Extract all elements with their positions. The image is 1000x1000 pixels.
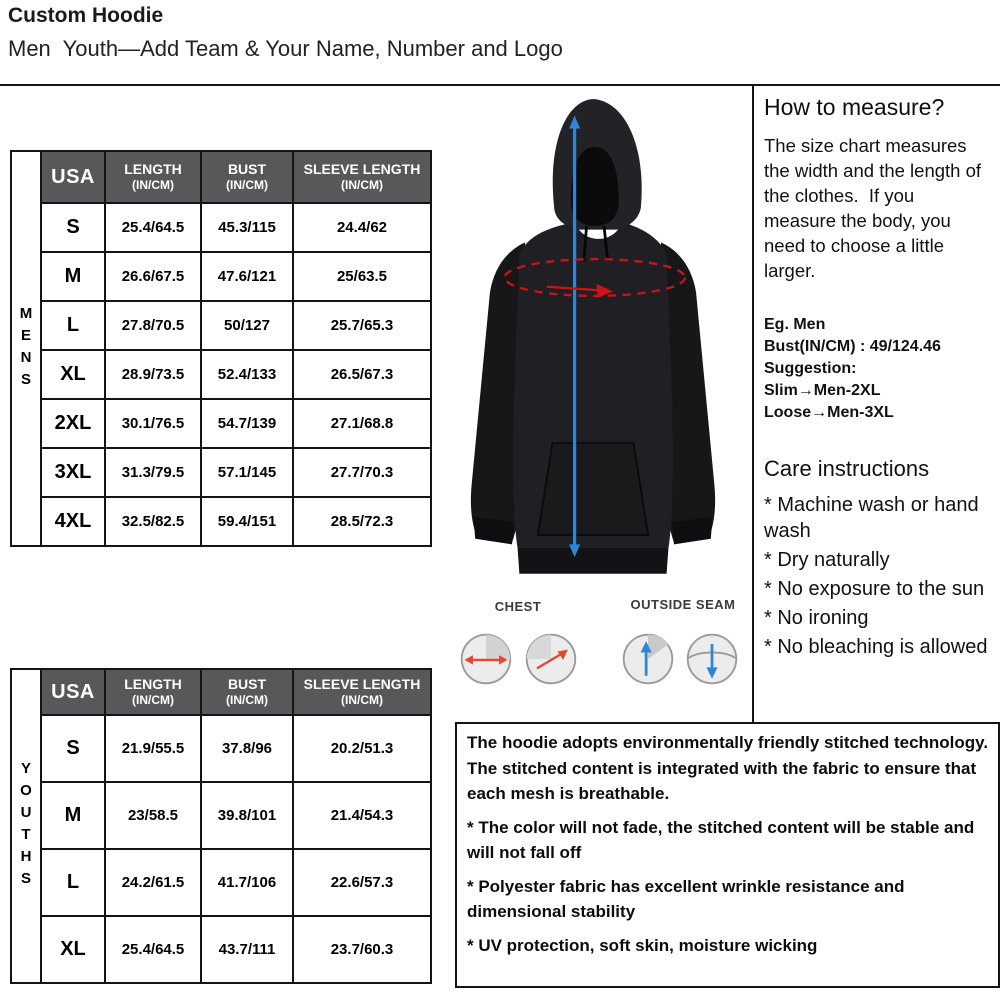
table-row: [11, 916, 431, 983]
bust-cell: 47.6/121: [201, 252, 293, 301]
bust-cell: 59.4/151: [201, 497, 293, 546]
length-cell: 26.6/67.5: [105, 252, 201, 301]
sleeve-cell: 25/63.5: [293, 252, 431, 301]
description-bullet: * The color will not fade, the stitched content will be stable and will not fall off: [467, 817, 975, 862]
outside-seam-icon-2: [684, 631, 740, 687]
sleeve-cell: 24.4/62: [293, 203, 431, 252]
sleeve-cell: 25.7/65.3: [293, 301, 431, 350]
example-line: Suggestion:: [764, 359, 857, 377]
care-item: * No exposure to the sun: [764, 578, 985, 601]
example-line: Slim→Men-2XL: [764, 382, 881, 400]
youths-header-sleeve: SLEEVE LENGTH (IN/CM): [293, 669, 431, 715]
sleeve-cell: 28.5/72.3: [293, 497, 431, 546]
youths-group-label: YOUTHS: [11, 669, 41, 983]
hoodie-illustration: [436, 88, 750, 594]
sleeve-cell: 27.1/68.8: [293, 399, 431, 448]
sleeve-cell: 23.7/60.3: [293, 916, 431, 983]
table-row: [11, 252, 431, 301]
table-row: [11, 715, 431, 782]
header-divider: [0, 84, 1000, 86]
length-cell: 24.2/61.5: [105, 849, 201, 916]
size-suggestion-block: [764, 314, 990, 424]
care-instructions-heading: Care instructions: [764, 456, 930, 482]
size-cell: S: [41, 203, 105, 252]
bust-cell: 45.3/115: [201, 203, 293, 252]
how-to-measure-panel: [764, 94, 990, 663]
mens-header-usa: USA: [41, 151, 105, 203]
chest-label: CHEST: [494, 599, 542, 614]
mens-header-sleeve: SLEEVE LENGTH (IN/CM): [293, 151, 431, 203]
bust-cell: 41.7/106: [201, 849, 293, 916]
size-cell: S: [41, 715, 105, 782]
mens-group-label: MENS: [11, 151, 41, 546]
size-cell: 3XL: [41, 448, 105, 497]
page-title: Custom Hoodie: [8, 4, 164, 27]
bust-cell: 54.7/139: [201, 399, 293, 448]
chest-measure-icon-2: [523, 631, 579, 687]
table-row: [11, 849, 431, 916]
length-cell: 28.9/73.5: [105, 350, 201, 399]
table-row: [11, 203, 431, 252]
size-cell: XL: [41, 350, 105, 399]
sleeve-cell: 21.4/54.3: [293, 782, 431, 849]
youths-header-bust: BUST (IN/CM): [201, 669, 293, 715]
length-cell: 27.8/70.5: [105, 301, 201, 350]
size-cell: L: [41, 301, 105, 350]
mens-header-length: LENGTH (IN/CM): [105, 151, 201, 203]
table-row: [11, 497, 431, 546]
page-subtitle: Men Youth—Add Team & Your Name, Number and Logo: [8, 36, 563, 61]
length-cell: 31.3/79.5: [105, 448, 201, 497]
bust-cell: 52.4/133: [201, 350, 293, 399]
outside-seam-label: OUTSIDE SEAM: [630, 597, 736, 612]
bust-cell: 57.1/145: [201, 448, 293, 497]
description-bullet: * Polyester fabric has excellent wrinkle resistance and dimensional stability: [467, 876, 905, 921]
size-cell: M: [41, 252, 105, 301]
care-item: * Dry naturally: [764, 549, 890, 572]
youths-header-length: LENGTH (IN/CM): [105, 669, 201, 715]
table-row: [11, 782, 431, 849]
example-line: Bust(IN/CM) : 49/124.46: [764, 337, 941, 355]
size-cell: M: [41, 782, 105, 849]
size-cell: L: [41, 849, 105, 916]
sleeve-cell: 27.7/70.3: [293, 448, 431, 497]
mens-size-table: [10, 150, 432, 547]
how-to-measure-text: The size chart measures the width and the length of the clothes. If you measure the body, you need to choose a little larger.: [764, 135, 987, 281]
sleeve-cell: 22.6/57.3: [293, 849, 431, 916]
outside-seam-icon-1: [620, 631, 676, 687]
length-cell: 25.4/64.5: [105, 916, 201, 983]
vertical-divider: [752, 84, 754, 722]
product-description-box: [455, 722, 1000, 988]
care-item: * No ironing: [764, 607, 869, 630]
chest-measure-icon-1: [458, 631, 514, 687]
size-cell: 2XL: [41, 399, 105, 448]
bust-cell: 37.8/96: [201, 715, 293, 782]
care-item: * No bleaching is allowed: [764, 636, 988, 659]
length-cell: 32.5/82.5: [105, 497, 201, 546]
care-item: * Machine wash or hand wash: [764, 494, 979, 543]
table-row: [11, 448, 431, 497]
example-line: Loose→Men-3XL: [764, 404, 894, 422]
mens-header-bust: BUST (IN/CM): [201, 151, 293, 203]
hoodie-pocket: [538, 443, 648, 535]
how-to-measure-heading: How to measure?: [764, 94, 945, 120]
example-line: Eg. Men: [764, 315, 826, 333]
length-cell: 30.1/76.5: [105, 399, 201, 448]
bust-cell: 50/127: [201, 301, 293, 350]
table-row: [11, 399, 431, 448]
length-cell: 23/58.5: [105, 782, 201, 849]
bust-cell: 43.7/111: [201, 916, 293, 983]
description-intro: The hoodie adopts environmentally friendly stitched technology. The stitched content is integrated with the fabric to ensure that each mesh is breathable.: [467, 733, 989, 803]
sleeve-cell: 26.5/67.3: [293, 350, 431, 399]
hoodie-product-image: [436, 88, 750, 594]
length-cell: 21.9/55.5: [105, 715, 201, 782]
youths-header-usa: USA: [41, 669, 105, 715]
hoodie-waistband: [518, 548, 669, 574]
description-bullet: * UV protection, soft skin, moisture wicking: [467, 935, 818, 955]
size-cell: XL: [41, 916, 105, 983]
table-row: [11, 301, 431, 350]
sleeve-cell: 20.2/51.3: [293, 715, 431, 782]
size-cell: 4XL: [41, 497, 105, 546]
length-cell: 25.4/64.5: [105, 203, 201, 252]
bust-cell: 39.8/101: [201, 782, 293, 849]
youths-size-table: [10, 668, 432, 984]
table-row: [11, 350, 431, 399]
care-instructions-list: [764, 492, 990, 660]
